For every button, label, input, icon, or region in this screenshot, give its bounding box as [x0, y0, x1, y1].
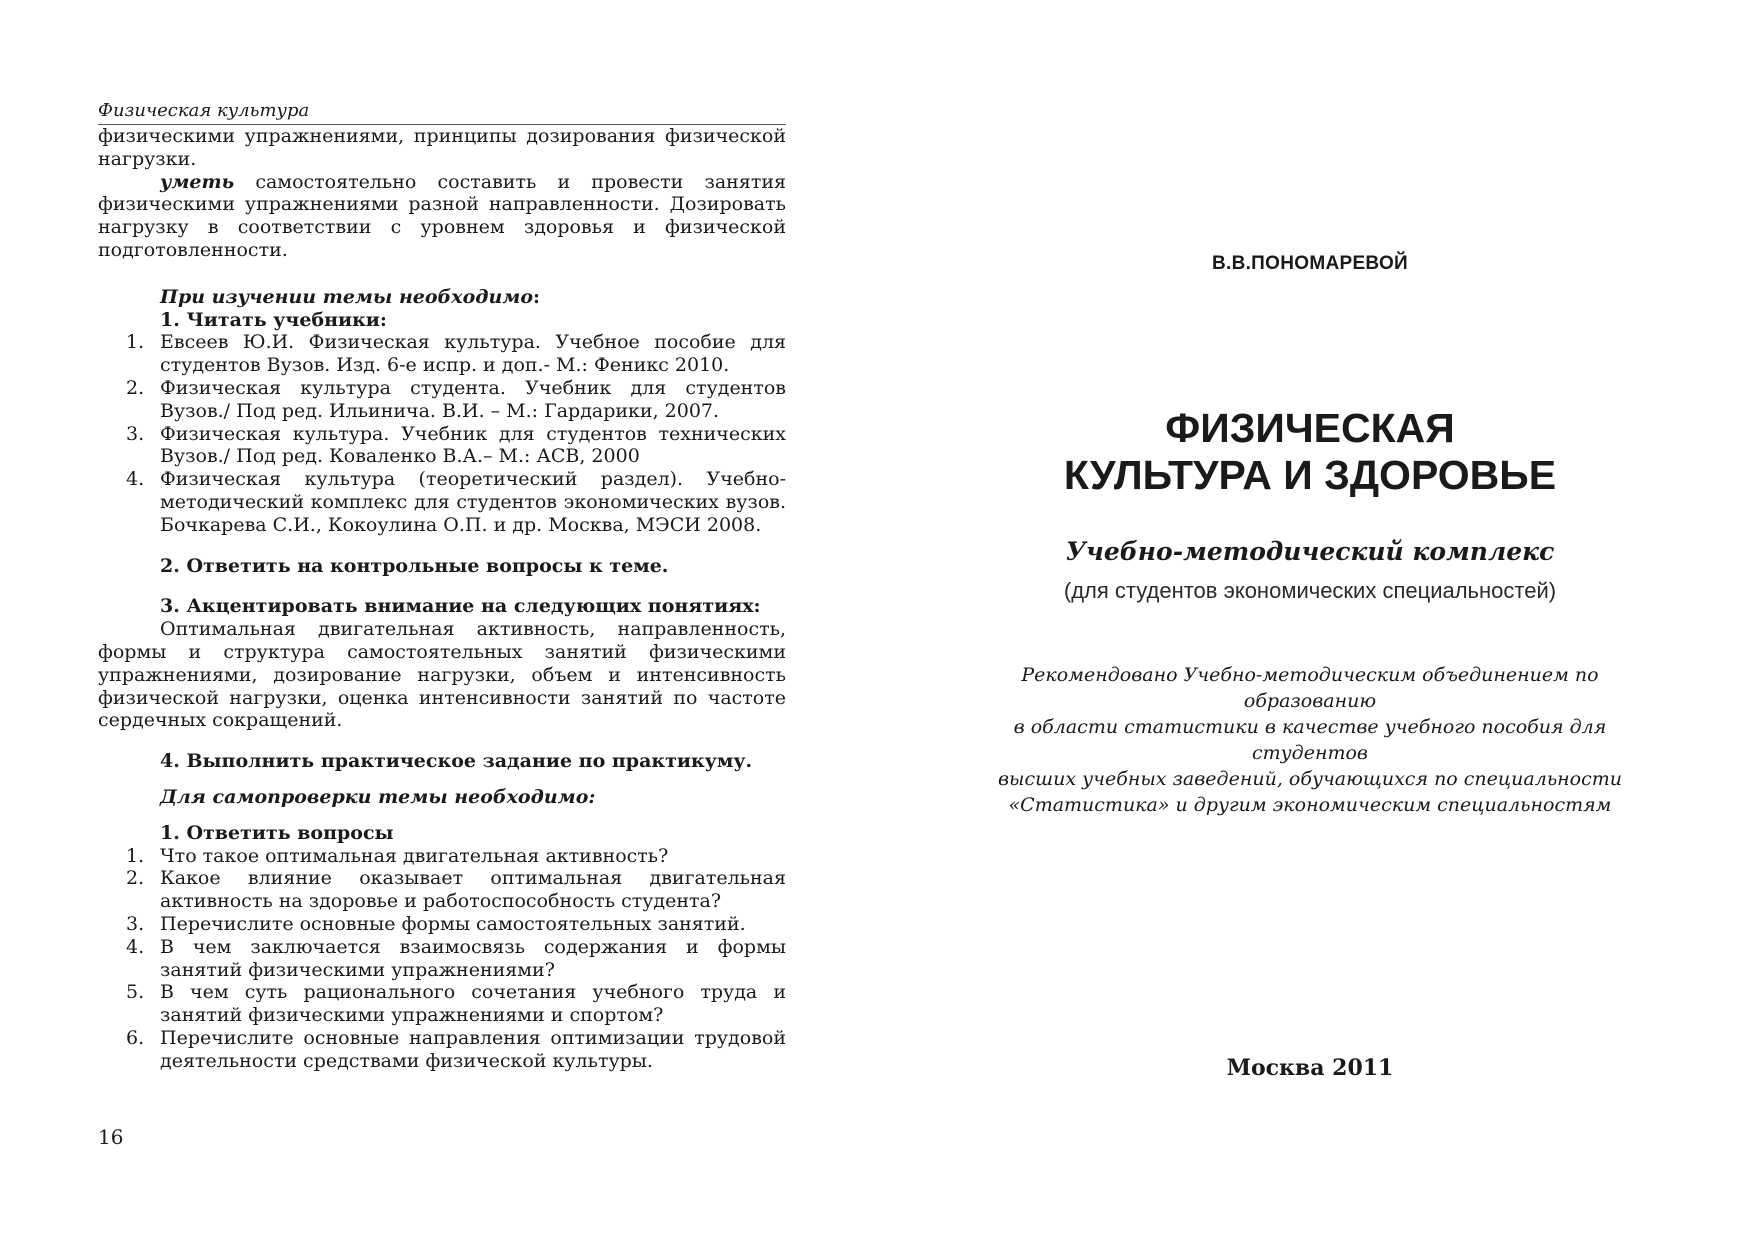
list-item: 3. Перечислите основные формы самостоятельных занятий. — [126, 912, 746, 935]
answer-questions-heading: 2. Ответить на контрольные вопросы к теме. — [160, 554, 669, 577]
recommendation-line: высших учебных заведений, обучающихся по специальности — [997, 768, 1623, 790]
book-title-line-2: КУЛЬТУРА И ЗДОРОВЬЕ — [1063, 452, 1557, 498]
book-subtitle: Учебно-методический комплекс — [1065, 537, 1555, 566]
list-item: 2. Физическая культура студента. Учебник для студентов Вузов./ Под ред. Ильинича. В.И. – М.: Гардарики, 2007. — [126, 376, 786, 422]
skills-term: уметь — [160, 170, 235, 193]
author-name: В.В.ПОНОМАРЕВОЙ — [1211, 253, 1408, 274]
publication-place-year: Москва 2011 — [1226, 1055, 1394, 1081]
read-textbooks-heading: 1. Читать учебники: — [160, 308, 387, 331]
list-item: 2. Какое влияние оказывает оптимальная двигательная активность на здоровье и работоспособность студента? — [126, 867, 786, 913]
recommendation-line: в области статистики в качестве учебного пособия для студентов — [1013, 716, 1607, 764]
skills-paragraph — [98, 171, 786, 262]
running-header: Физическая культура — [98, 100, 786, 125]
book-title-line-1: ФИЗИЧЕСКАЯ — [1165, 405, 1455, 451]
page-number: 16 — [98, 1125, 124, 1149]
recommendation-note — [960, 662, 1660, 818]
left-page — [98, 100, 786, 1072]
concepts-heading: 3. Акцентировать внимание на следующих понятиях: — [160, 595, 761, 618]
study-heading: При изучении темы необходимо: — [160, 285, 541, 308]
list-item: 1. Евсеев Ю.И. Физическая культура. Учебное пособие для студентов Вузов. Изд. 6-е испр. и доп.- М.: Феникс 2010. — [126, 331, 786, 377]
textbook-list — [98, 331, 786, 536]
intro-paragraph: физическими упражнениями, принципы дозирования физической нагрузки. — [98, 125, 786, 170]
recommendation-line: «Статистика» и другим экономическим специальностям — [1008, 794, 1612, 816]
list-item: 1. Что такое оптимальная двигательная активность? — [126, 844, 669, 867]
practice-heading: 4. Выполнить практическое задание по практикуму. — [160, 750, 753, 773]
target-audience: (для студентов экономических специальностей) — [1063, 578, 1557, 603]
list-item: 4. В чем заключается взаимосвязь содержания и формы занятий физическими упражнениями? — [126, 935, 786, 981]
selfcheck-heading: Для самопроверки темы необходимо: — [160, 785, 596, 808]
list-item: 6. Перечислите основные направления оптимизации трудовой деятельности средствами физической культуры. — [126, 1026, 786, 1072]
list-item: 5. В чем суть рационального сочетания учебного труда и занятий физическими упражнениями и спортом? — [126, 981, 786, 1027]
questions-list — [98, 845, 786, 1073]
skills-text: самостоятельно составить и провести занятия физическими упражнениями разной направленности. Дозировать нагрузку в соответствии с уровнем здоровья и физической подготовленности. — [98, 170, 786, 261]
recommendation-line: Рекомендовано Учебно-методическим объединением по образованию — [1021, 664, 1599, 712]
concepts-paragraph: Оптимальная двигательная активность, направленность, формы и структура самостоятельных занятий физическими упражнениями, дозирование нагрузки, объем и интенсивность физической нагрузки, оценка интенсивности занятий по частоте сердечных сокращений. — [98, 618, 786, 732]
title-page — [960, 0, 1660, 1240]
list-item: 3. Физическая культура. Учебник для студентов технических Вузов./ Под ред. Коваленко В.А.– М.: АСВ, 2000 — [126, 422, 786, 468]
list-item: 4. Физическая культура (теоретический раздел). Учебно-методический комплекс для студентов экономических вузов. Бочкарева С.И., Кокоулина О.П. и др. Москва, МЭСИ 2008. — [126, 468, 786, 536]
questions-heading: 1. Ответить вопросы — [160, 821, 394, 844]
book-title — [960, 405, 1660, 499]
